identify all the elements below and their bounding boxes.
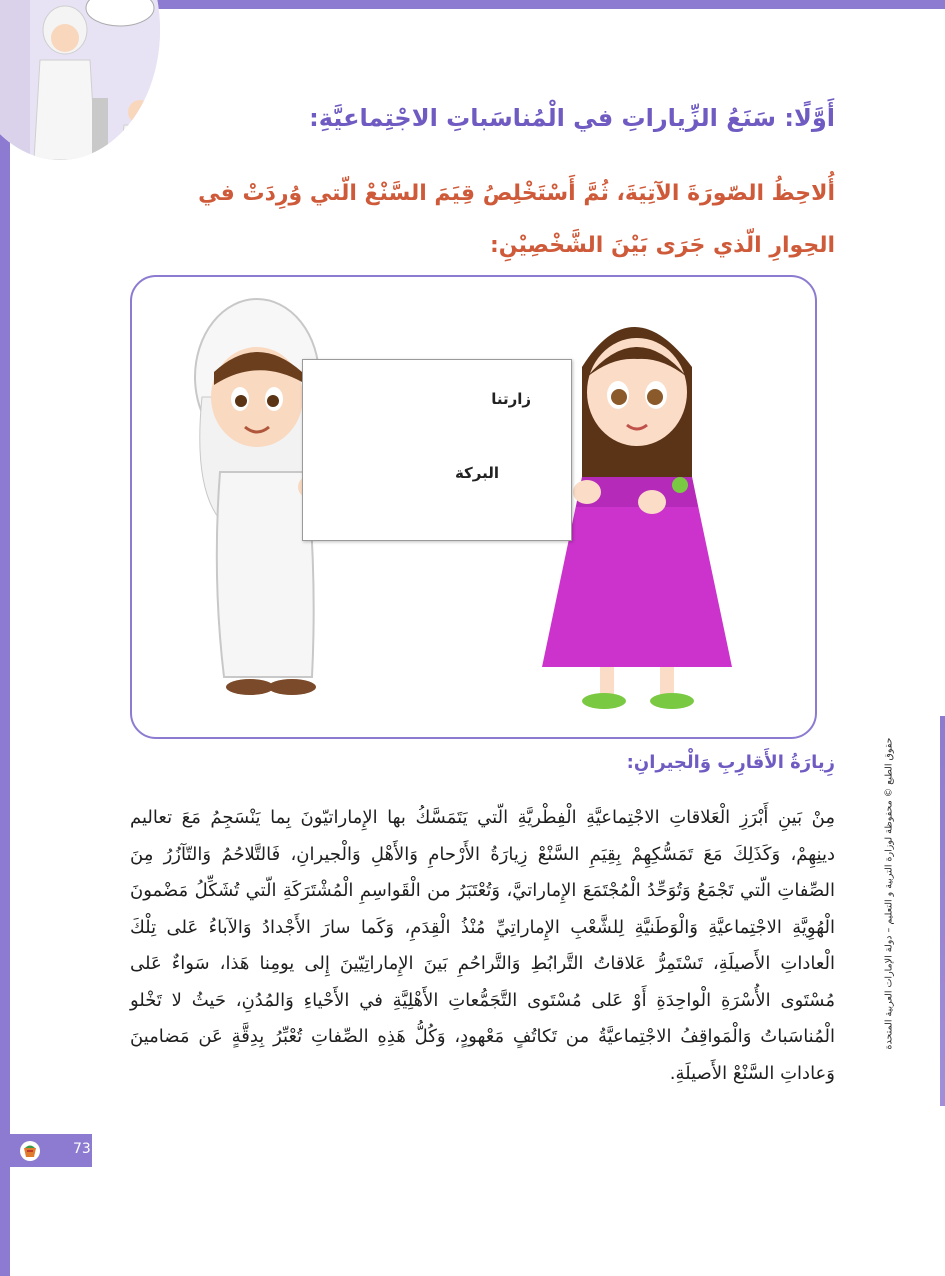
sign-text-line1: زارتنا [491, 390, 531, 408]
sign-board [302, 359, 572, 541]
page-number-badge [10, 1134, 92, 1167]
corner-illustration [0, 0, 160, 160]
sign-text-line2: البركة [454, 464, 499, 482]
side-copyright-caption [882, 720, 896, 1070]
body-paragraph: مِنْ بَينِ أَبْرَزِ الْعَلاقاتِ الاجْتِماعيَّةِ الْفِطْريَّةِ الّتي يَتَمَسَّكُ بها الإِماراتيّونَ بِما يَنْسَجِمُ مَعَ تعاليم دينِهِمْ، وَكَذَلِكَ مَعَ تَمَسُّكِهِمْ بِقِيَمِ السَّنْعْ زِيارَةُ الأَرْحامِ وَالأَهْلِ وَالْجيرانِ، فَالتَّلاحُمُ وَالتّآزُرُ مِنَ الصِّفاتِ الّتي تَجْمَعُ وَتُوَحِّدُ الْمُجْتَمَعَ الإِماراتيَّ، وَتُعْتَبَرُ من الْقَواسِمِ الْمُشْتَرَكَةِ الّتي تُشَكِّلُ مَضْمونَ الْهُوِيَّةِ الاجْتِماعيَّةِ وَالْوَطَنيَّةِ لِلشَّعْبِ الإِماراتِيِّ مُنْذُ الْقِدَمِ، وَكَما سارَ الأَجْدادُ وَالآباءُ عَلى تِلْكَ الْعاداتِ الأَصيلَةِ، تَسْتَمِرُّ عَلاقاتُ التَّرابُطِ وَالتَّراحُمِ بَينَ الإِماراتِيّينَ إِلى يومِنا هَذا، سَواءٌ عَلى مُسْتَوى الأُسْرَةِ الْواحِدَةِ أَوْ عَلى مُسْتَوى التَّجَمُّعاتِ الأَهْلِيَّةِ في الأَحْياءِ وَالمُدُنِ، حَيثُ لا تَخْلو الْمُناسَباتُ وَالْمَواقِفُ الاجْتِماعيَّةُ من تَكاتُفٍ مَعْهودٍ، وَكُلُّ هَذِهِ الصِّفاتِ تُعْبِّرُ بِدِقَّةٍ عَن مَضامينَ وَعاداتِ السَّنْعْ الأَصيلَةِ. [130, 807, 835, 1084]
side-caption-text: حقوق الطبع © محفوظة لوزارة التربية و التعليم – دولة الإمارات العربية المتحدة [883, 737, 895, 1050]
subheading: زِيارَةُ الأَقارِبِ وَالْجيرانِ: [626, 752, 835, 773]
left-accent-bar [0, 0, 10, 1276]
emblem-icon [19, 1140, 41, 1162]
page-number: 73 [73, 1141, 91, 1157]
instruction-text: أُلاحِظُ الصّورَةَ الآتِيَةَ، ثُمَّ أَسْتَخْلِصُ قِيَمَ السَّنْعْ الّتي وُرِدَتْ في الحِوارِ الّذي جَرَى بَيْنَ الشَّخْصِيْنِ: [198, 181, 835, 258]
illustration-frame [130, 275, 817, 739]
section-heading: أَوَّلًا: سَنَعُ الزِّياراتِ في الْمُناسَباتِ الاجْتِماعيَّةِ: [309, 104, 835, 132]
edge-strip [940, 716, 945, 1106]
top-accent-bar [150, 0, 945, 9]
corner-kids-illustration [0, 0, 160, 160]
